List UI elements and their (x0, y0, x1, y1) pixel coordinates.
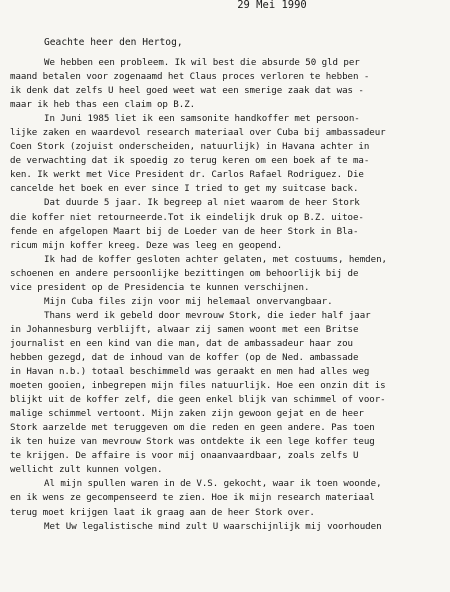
letter-paragraph (10, 295, 444, 309)
letter-line: vice president op de Presidencia te kunnen verschijnen. (10, 282, 310, 293)
letter-line: Thans werd ik gebeld door mevrouw Stork, die ieder half jaar (44, 310, 371, 321)
letter-line: de verwachting dat ik spoedig zo terug keren om een boek af te ma- (10, 156, 370, 167)
letter-line: maar ik heb thas een claim op B.Z. (10, 100, 196, 111)
letter-line: fende en afgelopen Maart bij de Loeder van de heer Stork in Bla- (10, 226, 359, 237)
letter-line: ik denk dat zelfs U heel goed weet wat een smerige zaak dat was - (10, 86, 364, 97)
letter-paragraph (10, 253, 444, 295)
letter-paragraph (10, 112, 444, 196)
letter-line: cancelde het boek en ever since I tried to get my suitcase back. (10, 184, 359, 195)
letter-line: ik ten huize van mevrouw Stork was ontdekte ik een lege koffer teug (10, 437, 375, 448)
letter-line: Al mijn spullen waren in de V.S. gekocht, waar ik toen woonde, (44, 479, 382, 490)
letter-line: We hebben een probleem. Ik wil best die absurde 50 gld per (44, 58, 360, 68)
letter-line: en ik wens ze gecompenseerd te zien. Hoe ik mijn research materiaal (10, 493, 375, 504)
letter-paragraph (10, 196, 444, 252)
letter-line: ken. Ik werkt met Vice President dr. Carlos Rafael Rodriguez. Die (10, 170, 364, 181)
letter-paragraph (10, 520, 444, 534)
letter-line: journalist en een kind van die man, dat de ambassadeur haar zou (10, 338, 353, 349)
letter-line: lijke zaken en waardevol research materiaal over Cuba bij ambassadeur (10, 128, 386, 139)
letter-line: moeten gooien, inbegrepen mijn files natuurlijk. Hoe een onzin dit is (10, 381, 386, 392)
letter-line: hebben gezegd, dat de inhoud van de koffer (op de Ned. ambassade (10, 352, 359, 363)
letter-line: terug moet krijgen laat ik graag aan de heer Stork over. (10, 507, 315, 518)
letter-line: ricum mijn koffer kreeg. Deze was leeg en geopend. (10, 240, 283, 251)
letter-line: in Havan n.b.) totaal beschimmeld was geraakt en men had alles weg (10, 367, 370, 378)
letter-line: te krijgen. De affaire is voor mij onaanvaardbaar, zoals zelfs U (10, 451, 359, 462)
letter-line: In Juni 1985 liet ik een samsonite handkoffer met persoon- (44, 114, 360, 125)
letter-line: schoenen en andere persoonlijke bezittingen om behoorlijk bij de (10, 268, 359, 279)
letter-paragraph (10, 56, 444, 112)
letter-paragraph (10, 477, 444, 519)
letter-salutation: Geachte heer den Hertog, (44, 37, 183, 48)
letter-line: Stork aarzelde met teruggeven om die reden en geen andere. Pas toen (10, 423, 375, 434)
letter-line: maand betalen voor zogenaamd het Claus proces verloren te hebben - (10, 72, 370, 83)
letter-date: 29 Mei 1990 (237, 0, 307, 11)
letter-body (10, 56, 444, 534)
letter-line: wellicht zult kunnen volgen. (10, 465, 163, 476)
letter-line: die koffer niet retourneerde.Tot ik eindelijk druk op B.Z. uitoe- (10, 212, 364, 223)
letter-line: malige schimmel vertoont. Mijn zaken zijn gewoon gejat en de heer (10, 409, 364, 420)
letter-line: Dat duurde 5 jaar. Ik begreep al niet waarom de heer Stork (44, 198, 360, 209)
letter-line: Ik had de koffer gesloten achter gelaten, met costuums, hemden, (44, 254, 387, 265)
letter-line: Mijn Cuba files zijn voor mij helemaal onvervangbaar. (44, 296, 333, 307)
letter-line: blijkt uit de koffer zelf, die geen enkel blijk van schimmel of voor- (10, 395, 386, 406)
letter-line: Coen Stork (zojuist onderscheiden, natuurlijk) in Havana achter in (10, 142, 370, 153)
letter-paragraph (10, 309, 444, 478)
letter-line: in Johannesburg verblijft, alwaar zij samen woont met een Britse (10, 324, 359, 335)
letter-line: Met Uw legalistische mind zult U waarschijnlijk mij voorhouden (44, 521, 382, 532)
